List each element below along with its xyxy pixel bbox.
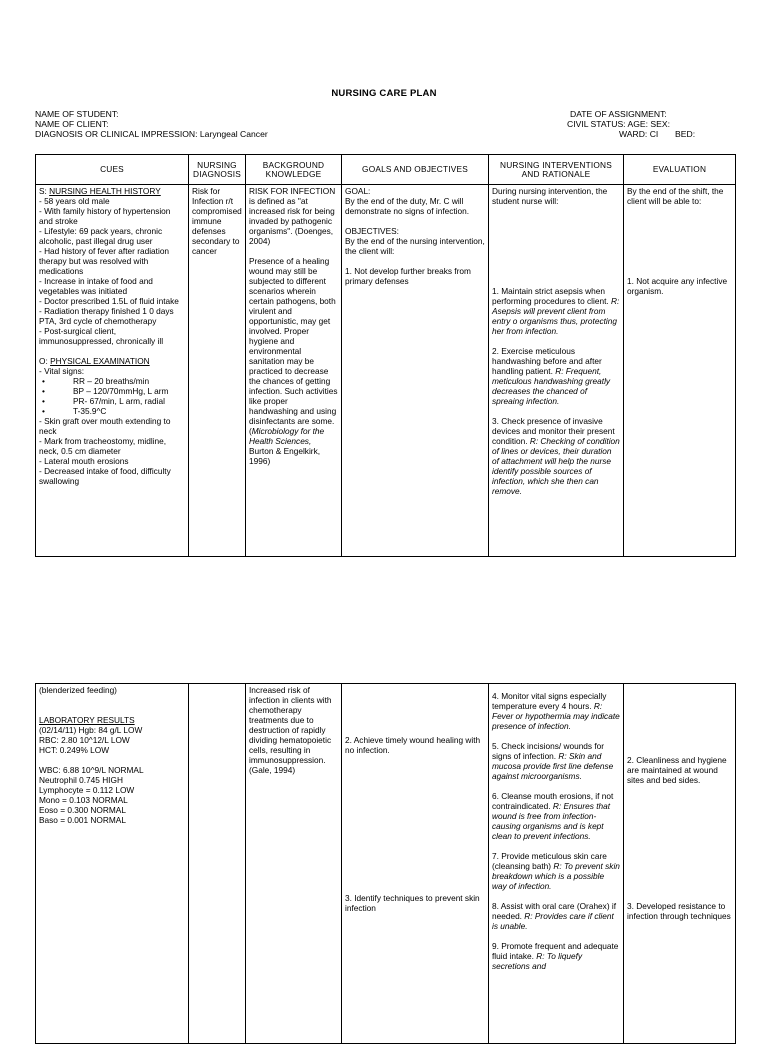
goal-label: GOAL: xyxy=(345,186,371,196)
page-title: NURSING CARE PLAN xyxy=(331,88,437,99)
evaluation-item: 3. Developed resistance to infection through techniques xyxy=(627,901,731,921)
cue-item: (blenderized feeding) xyxy=(39,685,117,695)
intervention-item: 7. Provide meticulous skin care (cleansing bath) R: To prevent skin breakdown which is a possible way of infection. xyxy=(492,851,620,891)
cue-item: - Doctor prescribed 1.5L of fluid intake xyxy=(39,296,179,306)
evaluation-cell-continued xyxy=(624,684,736,1044)
objectives-text: By the end of the nursing intervention, the client will: xyxy=(345,236,485,256)
background-cell-continued xyxy=(246,684,342,1044)
objectives-label: OBJECTIVES: xyxy=(345,226,399,236)
lab-results-heading: LABORATORY RESULTS xyxy=(39,715,135,725)
cues-cell xyxy=(36,185,189,557)
intervention-item: 5. Check incisions/ wounds for signs of infection. R: Skin and mucosa provide first line defense against microorganisms. xyxy=(492,741,614,781)
cue-item: - Had history of fever after radiation therapy but was resolved with medications xyxy=(39,246,170,276)
evaluation-intro: By the end of the shift, the client will be able to: xyxy=(627,186,724,206)
col-header-diagnosis: NURSING DIAGNOSIS xyxy=(189,155,246,185)
background-paragraph: Presence of a healing wound may still be subjected to different scenarios wherein certain pathogens, both virulent and opportunistic, may get involved. Proper hygiene and environmental sanitation may be practiced to decrease the chances of getting infection. Such activities like proper handwashing and using disinfectants are some. (Microbiology for the Health Sciences, Burton & Engelkirk, 1996) xyxy=(249,256,338,466)
cue-item: - Lateral mouth erosions xyxy=(39,456,129,466)
intervention-item: 6. Cleanse mouth erosions, if not contraindicated. R: Ensures that wound is free from infection- causing organisms and is kept clean to prevent infections. xyxy=(492,791,614,841)
lab-result: RBC: 2.80 10^12/L LOW xyxy=(39,735,130,745)
col-header-goals: GOALS AND OBJECTIVES xyxy=(342,155,489,185)
diagnosis-cell xyxy=(189,185,246,557)
cue-item: - Increase in intake of food and vegetables was initiated xyxy=(39,276,153,296)
evaluation-cell xyxy=(624,185,736,557)
diagnosis-label: DIAGNOSIS OR CLINICAL IMPRESSION: Laryngeal Cancer xyxy=(35,129,268,139)
col-header-interventions: NURSING INTERVENTIONS AND RATIONALE xyxy=(489,155,624,185)
background-definition: RISK FOR INFECTION is defined as "at increased risk for being invaded by pathogenic organisms". (Doenges, 2004) xyxy=(249,186,336,246)
care-plan-table-page2 xyxy=(35,683,736,1044)
subjective-heading: NURSING HEALTH HISTORY xyxy=(49,186,161,196)
goal-text: By the end of the duty, Mr. C will demonstrate no signs of infection. xyxy=(345,196,470,216)
col-header-cues: CUES xyxy=(36,155,189,185)
evaluation-item: 2. Cleanliness and hygiene are maintained at wound sites and bed sides. xyxy=(627,755,727,785)
lab-result: Neutrophil 0.745 HIGH xyxy=(39,775,123,785)
evaluation-item: 1. Not acquire any infective organism. xyxy=(627,276,728,296)
objective-item: 2. Achieve timely wound healing with no infection. xyxy=(345,735,481,755)
care-plan-table-page1 xyxy=(35,154,736,557)
lab-result: WBC: 6.88 10^9/L NORMAL xyxy=(39,765,144,775)
background-cell xyxy=(246,185,342,557)
objective-heading: PHYSICAL EXAMINATION xyxy=(50,356,150,366)
lab-result: Baso = 0.001 NORMAL xyxy=(39,815,126,825)
cues-cell-continued xyxy=(36,684,189,1044)
vital-sign-item: • T-35.9^C xyxy=(73,406,185,416)
lab-result: Lymphocyte = 0.112 LOW xyxy=(39,785,135,795)
vital-sign-item: • RR – 20 breaths/min xyxy=(73,376,185,386)
date-assignment-label: DATE OF ASSIGNMENT: xyxy=(570,109,667,119)
diagnosis-cell-continued xyxy=(189,684,246,1044)
goals-cell xyxy=(342,185,489,557)
vital-signs-label: - Vital signs: xyxy=(39,366,85,376)
intervention-item: 4. Monitor vital signs especially temperature every 4 hours. R: Fever or hypothermia may indicate presence of infection. xyxy=(492,691,620,731)
background-paragraph: Increased risk of infection in clients with chemotherapy treatments due to destruction of rapidly dividing hematopoietic cells, resulting in immunosuppression. (Gale, 1994) xyxy=(249,685,332,775)
subjective-prefix: S: xyxy=(39,186,50,196)
intervention-item: 2. Exercise meticulous handwashing before and after handling patient. R: Frequent, meticulous handwashing greatly decreases the chanced of spreaing infection. xyxy=(492,346,611,406)
cue-item: - Decreased intake of food, difficulty swallowing xyxy=(39,466,171,486)
cue-item: - Lifestyle: 69 pack years, chronic alcoholic, past illegal drug user xyxy=(39,226,163,246)
lab-result: Mono = 0.103 NORMAL xyxy=(39,795,128,805)
nursing-diagnosis-text: Risk for Infection r/t compromised immune defenses secondary to cancer xyxy=(192,186,242,256)
civil-status-label: CIVIL STATUS: AGE: SEX: xyxy=(567,119,670,129)
student-name-label: NAME OF STUDENT: xyxy=(35,109,119,119)
cue-item: - 58 years old male xyxy=(39,196,110,206)
cue-item: - Post-surgical client, immunosuppressed, chronically ill xyxy=(39,326,164,346)
intervention-item: 9. Promote frequent and adequate fluid intake. R: To liquefy secretions and xyxy=(492,941,619,971)
interventions-intro: During nursing intervention, the student nurse will: xyxy=(492,186,608,206)
goals-cell-continued xyxy=(342,684,489,1044)
ward-bed-label: WARD: CI BED: xyxy=(619,129,696,139)
intervention-item: 1. Maintain strict asepsis when performing procedures to client. R: Asepsis will prevent client from entry o organisms thus, protecting her from infection. xyxy=(492,286,620,336)
objective-prefix: O: xyxy=(39,356,51,366)
cue-item: - Mark from tracheostomy, midline, neck, 0.5 cm diameter xyxy=(39,436,167,456)
vital-sign-item: • BP – 120/70mmHg, L arm xyxy=(73,386,185,396)
cue-item: - Radiation therapy finished 1 0 days PTA, 3rd cycle of chemotherapy xyxy=(39,306,174,326)
col-header-evaluation: EVALUATION xyxy=(624,155,736,185)
interventions-cell-continued xyxy=(489,684,624,1044)
vital-signs-list xyxy=(39,376,185,416)
interventions-cell xyxy=(489,185,624,557)
lab-result: (02/14/11) Hgb: 84 g/L LOW xyxy=(39,725,143,735)
vital-sign-item: • PR- 67/min, L arm, radial xyxy=(73,396,185,406)
objective-item: 3. Identify techniques to prevent skin infection xyxy=(345,893,480,913)
lab-result: HCT: 0.249% LOW xyxy=(39,745,110,755)
col-header-background: BACKGROUND KNOWLEDGE xyxy=(246,155,342,185)
intervention-item: 3. Check presence of invasive devices and monitor their present condition. R: Checking of condition of lines or devices, their duration of attachment will help the nurse identify possible sources of infection, which she then can remove. xyxy=(492,416,620,496)
client-name-label: NAME OF CLIENT: xyxy=(35,119,109,129)
cue-item: - Skin graft over mouth extending to neck xyxy=(39,416,171,436)
intervention-item: 8. Assist with oral care (Orahex) if needed. R: Provides care if client is unable. xyxy=(492,901,617,931)
lab-result: Eoso = 0.300 NORMAL xyxy=(39,805,126,815)
objective-item: 1. Not develop further breaks from primary defenses xyxy=(345,266,471,286)
cue-item: - With family history of hypertension and stroke xyxy=(39,206,171,226)
